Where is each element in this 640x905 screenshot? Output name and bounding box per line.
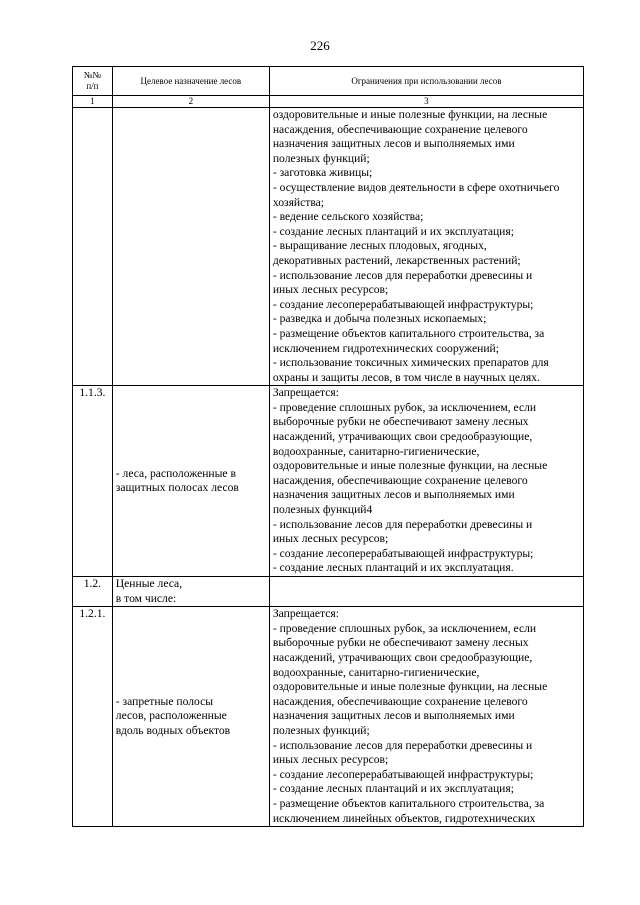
purpose-cell (112, 577, 269, 607)
restriction-line: назначения защитных лесов и выполняемых ими (272, 137, 515, 151)
restriction-line: - создание лесоперерабатывающей инфраструктуры; (272, 767, 534, 781)
restriction-line: - использование лесов для переработки древесины и (272, 738, 533, 752)
restriction-line: - размещение объектов капитального строительства, за (272, 796, 545, 810)
restriction-line: Запрещается: (272, 607, 339, 621)
restriction-line: полезных функций; (272, 151, 370, 165)
purpose-line: в том числе: (115, 591, 177, 605)
table-header-row (73, 67, 584, 96)
purpose-line: Ценные леса, (115, 577, 183, 590)
row-number-cell: 1.1.3. (73, 386, 113, 577)
restriction-line: хозяйства; (272, 195, 325, 209)
restriction-line: - создание лесоперерабатывающей инфраструктуры; (272, 297, 534, 311)
restriction-line: - ведение сельского хозяйства; (272, 210, 424, 224)
restriction-line: полезных функций; (272, 723, 370, 737)
header-purpose-cell: Целевое назначение лесов (112, 67, 269, 96)
restrictions-cell (269, 108, 583, 386)
table-row (73, 577, 584, 607)
restriction-line: декоративных растений, лекарственных растений; (272, 253, 521, 267)
restriction-line: полезных функций4 (272, 503, 373, 517)
header-number-line-1: №№ (83, 70, 101, 80)
restriction-line: насаждений, утрачивающих свои средообразующие, (272, 430, 533, 444)
purpose-cell (112, 108, 269, 386)
restriction-line: назначения защитных лесов и выполняемых ими (272, 709, 515, 723)
restriction-line: охраны и защиты лесов, в том числе в научных целях. (272, 370, 540, 384)
restriction-line: - создание лесных плантаций и их эксплуатация. (272, 561, 514, 575)
restriction-line: Запрещается: (272, 386, 339, 400)
restriction-line: - создание лесоперерабатывающей инфраструктуры; (272, 546, 534, 560)
restriction-line: - использование лесов для переработки древесины и (272, 268, 533, 282)
restriction-line: - использование токсичных химических препаратов для (272, 356, 549, 370)
restriction-line: водоохранные, санитарно-гигиенические, (272, 444, 480, 458)
restriction-line: исключением гидротехнических сооружений; (272, 341, 499, 355)
restrictions-cell (269, 607, 583, 827)
column-number-3: 3 (269, 96, 583, 108)
restriction-line: - осуществление видов деятельности в сфере охотничьего (272, 180, 560, 194)
table-row (73, 386, 584, 577)
restriction-line: исключением линейных объектов, гидротехнических (272, 811, 536, 825)
column-number-1: 1 (73, 96, 113, 108)
restriction-line: иных лесных ресурсов; (272, 532, 389, 546)
page-number: 226 (310, 38, 330, 53)
restriction-line: - проведение сплошных рубок, за исключением, если (272, 400, 537, 414)
restriction-line: - разведка и добыча полезных ископаемых; (272, 312, 487, 326)
column-number-row (73, 96, 584, 108)
table-row (73, 607, 584, 827)
restriction-line: - размещение объектов капитального строительства, за (272, 326, 545, 340)
restriction-line: - заготовка живицы; (272, 166, 373, 180)
purpose-line: вдоль водных объектов (115, 723, 231, 737)
restriction-line: выборочные рубки не обеспечивают замену лесных (272, 636, 529, 650)
purpose-line: - запретные полосы (115, 694, 214, 708)
restrictions-cell (269, 577, 583, 607)
row-number-cell: 1.2.1. (73, 607, 113, 827)
restriction-line: насаждения, обеспечивающие сохранение целевого (272, 122, 528, 136)
restriction-line: иных лесных ресурсов; (272, 753, 389, 767)
purpose-line: защитных полосах лесов (115, 481, 239, 495)
restriction-line: оздоровительные и иные полезные функции, на лесные (272, 108, 548, 121)
purpose-cell (112, 607, 269, 827)
restrictions-cell (269, 386, 583, 577)
row-number-cell: 1.2. (73, 577, 113, 607)
restriction-line: - создание лесных плантаций и их эксплуатация; (272, 224, 514, 238)
header-restrictions-cell: Ограничения при использовании лесов (269, 67, 583, 96)
restriction-line: - выращивание лесных плодовых, ягодных, (272, 239, 487, 253)
table-row (73, 108, 584, 386)
restriction-line: - проведение сплошных рубок, за исключением, если (272, 621, 537, 635)
header-number-cell (73, 67, 113, 96)
column-number-2: 2 (112, 96, 269, 108)
restriction-line: оздоровительные и иные полезные функции, на лесные (272, 680, 548, 694)
row-number-cell (73, 108, 113, 386)
restrictions-table (72, 66, 584, 827)
restriction-line: - создание лесных плантаций и их эксплуатация; (272, 782, 514, 796)
purpose-line: лесов, расположенные (115, 709, 227, 723)
restriction-line: выборочные рубки не обеспечивают замену лесных (272, 415, 529, 429)
restriction-line: назначения защитных лесов и выполняемых ими (272, 488, 515, 502)
restriction-line: водоохранные, санитарно-гигиенические, (272, 665, 480, 679)
restriction-line: иных лесных ресурсов; (272, 283, 389, 297)
purpose-line: - леса, расположенные в (115, 466, 236, 480)
restriction-line: насаждения, обеспечивающие сохранение целевого (272, 473, 528, 487)
restriction-line: насаждений, утрачивающих свои средообразующие, (272, 650, 533, 664)
restriction-line: насаждения, обеспечивающие сохранение целевого (272, 694, 528, 708)
restriction-line: - использование лесов для переработки древесины и (272, 517, 533, 531)
purpose-cell (112, 386, 269, 577)
header-number-line-2: п/п (86, 81, 99, 91)
restriction-line: оздоровительные и иные полезные функции, на лесные (272, 459, 548, 473)
